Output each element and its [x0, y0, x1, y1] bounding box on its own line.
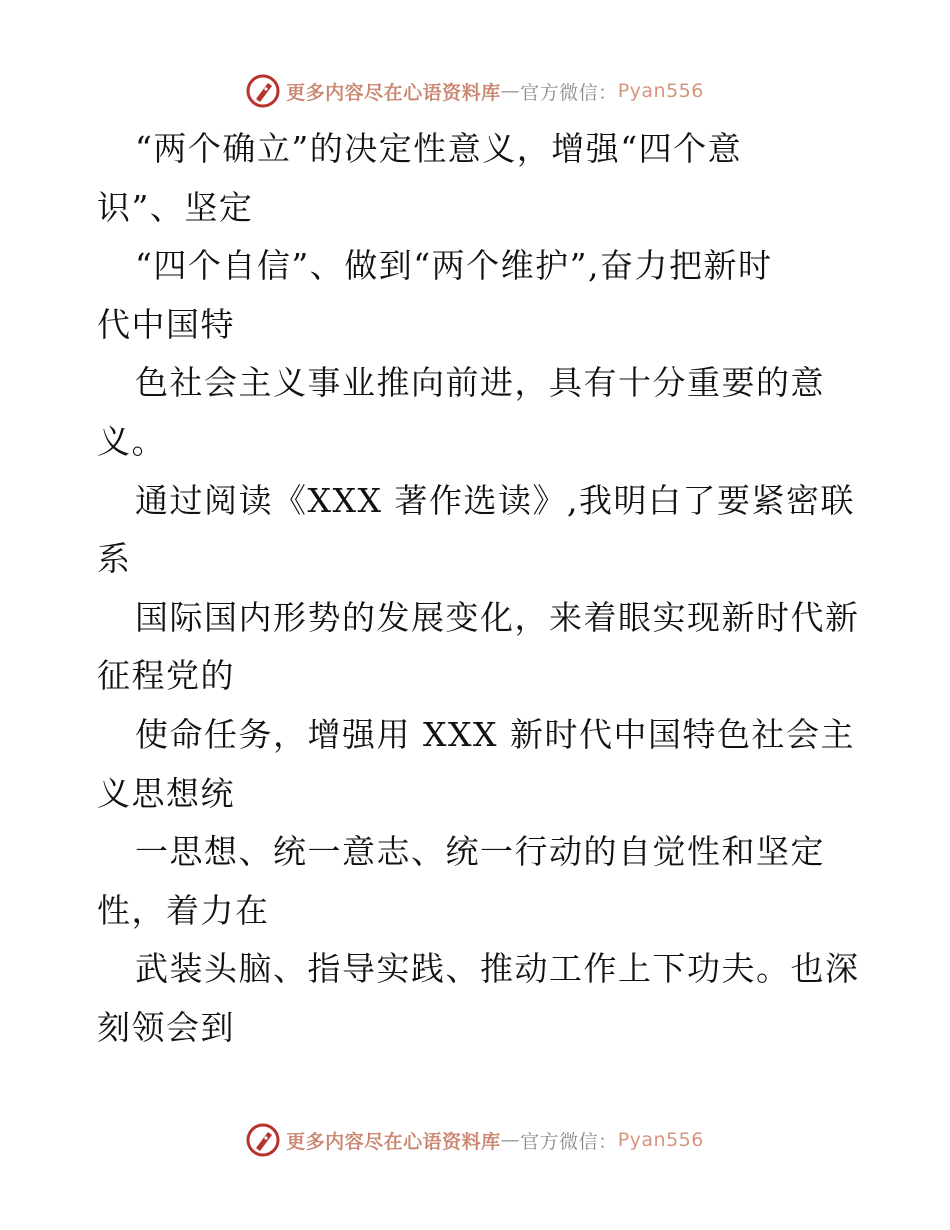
- footer-wechat-label: 官方微信：: [520, 1130, 618, 1153]
- text-line: 色社会主义事业推向前进，具有十分重要的意: [135, 363, 825, 403]
- text-line: 使命任务，增强用 XXX 新时代中国特色社会主: [135, 714, 855, 754]
- footer-banner: [0, 1120, 950, 1160]
- text-line: 通过阅读《XXX 著作选读》,我明白了要紧密联: [135, 480, 855, 520]
- text-line: “两个确立”的决定性意义，增强“四个意: [135, 129, 743, 168]
- header-wechat-id: Pyan556: [617, 80, 704, 102]
- text-line: 义思想统: [97, 773, 235, 813]
- document-body: [97, 120, 897, 1058]
- text-line: 义。: [97, 421, 166, 461]
- text-line: 代中国特: [97, 304, 235, 344]
- text-line: 系: [97, 539, 132, 579]
- header-dash: —: [500, 80, 521, 102]
- footer-dash: —: [500, 1129, 521, 1151]
- pen-nib-logo-icon: [246, 1123, 280, 1157]
- text-line: 征程党的: [97, 656, 235, 696]
- footer-wechat-id: Pyan556: [617, 1129, 704, 1151]
- text-line: 一思想、统一意志、统一行动的自觉性和坚定: [135, 832, 825, 872]
- text-line: 刻领会到: [97, 1007, 235, 1047]
- text-line: 性，着力在: [97, 890, 270, 930]
- header-banner: [0, 71, 950, 111]
- pen-nib-logo-icon: [246, 74, 280, 108]
- header-wechat-label: 官方微信：: [520, 81, 618, 104]
- header-brand-text: 更多内容尽在心语资料库: [286, 81, 501, 104]
- text-line: 识”、坚定: [97, 187, 254, 227]
- text-line: 武装头脑、指导实践、推动工作上下功夫。也深: [135, 949, 860, 989]
- text-line: “四个自信”、做到“两个维护”,奋力把新时: [135, 246, 773, 286]
- text-line: 国际国内形势的发展变化，来着眼实现新时代新: [135, 597, 860, 637]
- footer-brand-text: 更多内容尽在心语资料库: [286, 1130, 501, 1153]
